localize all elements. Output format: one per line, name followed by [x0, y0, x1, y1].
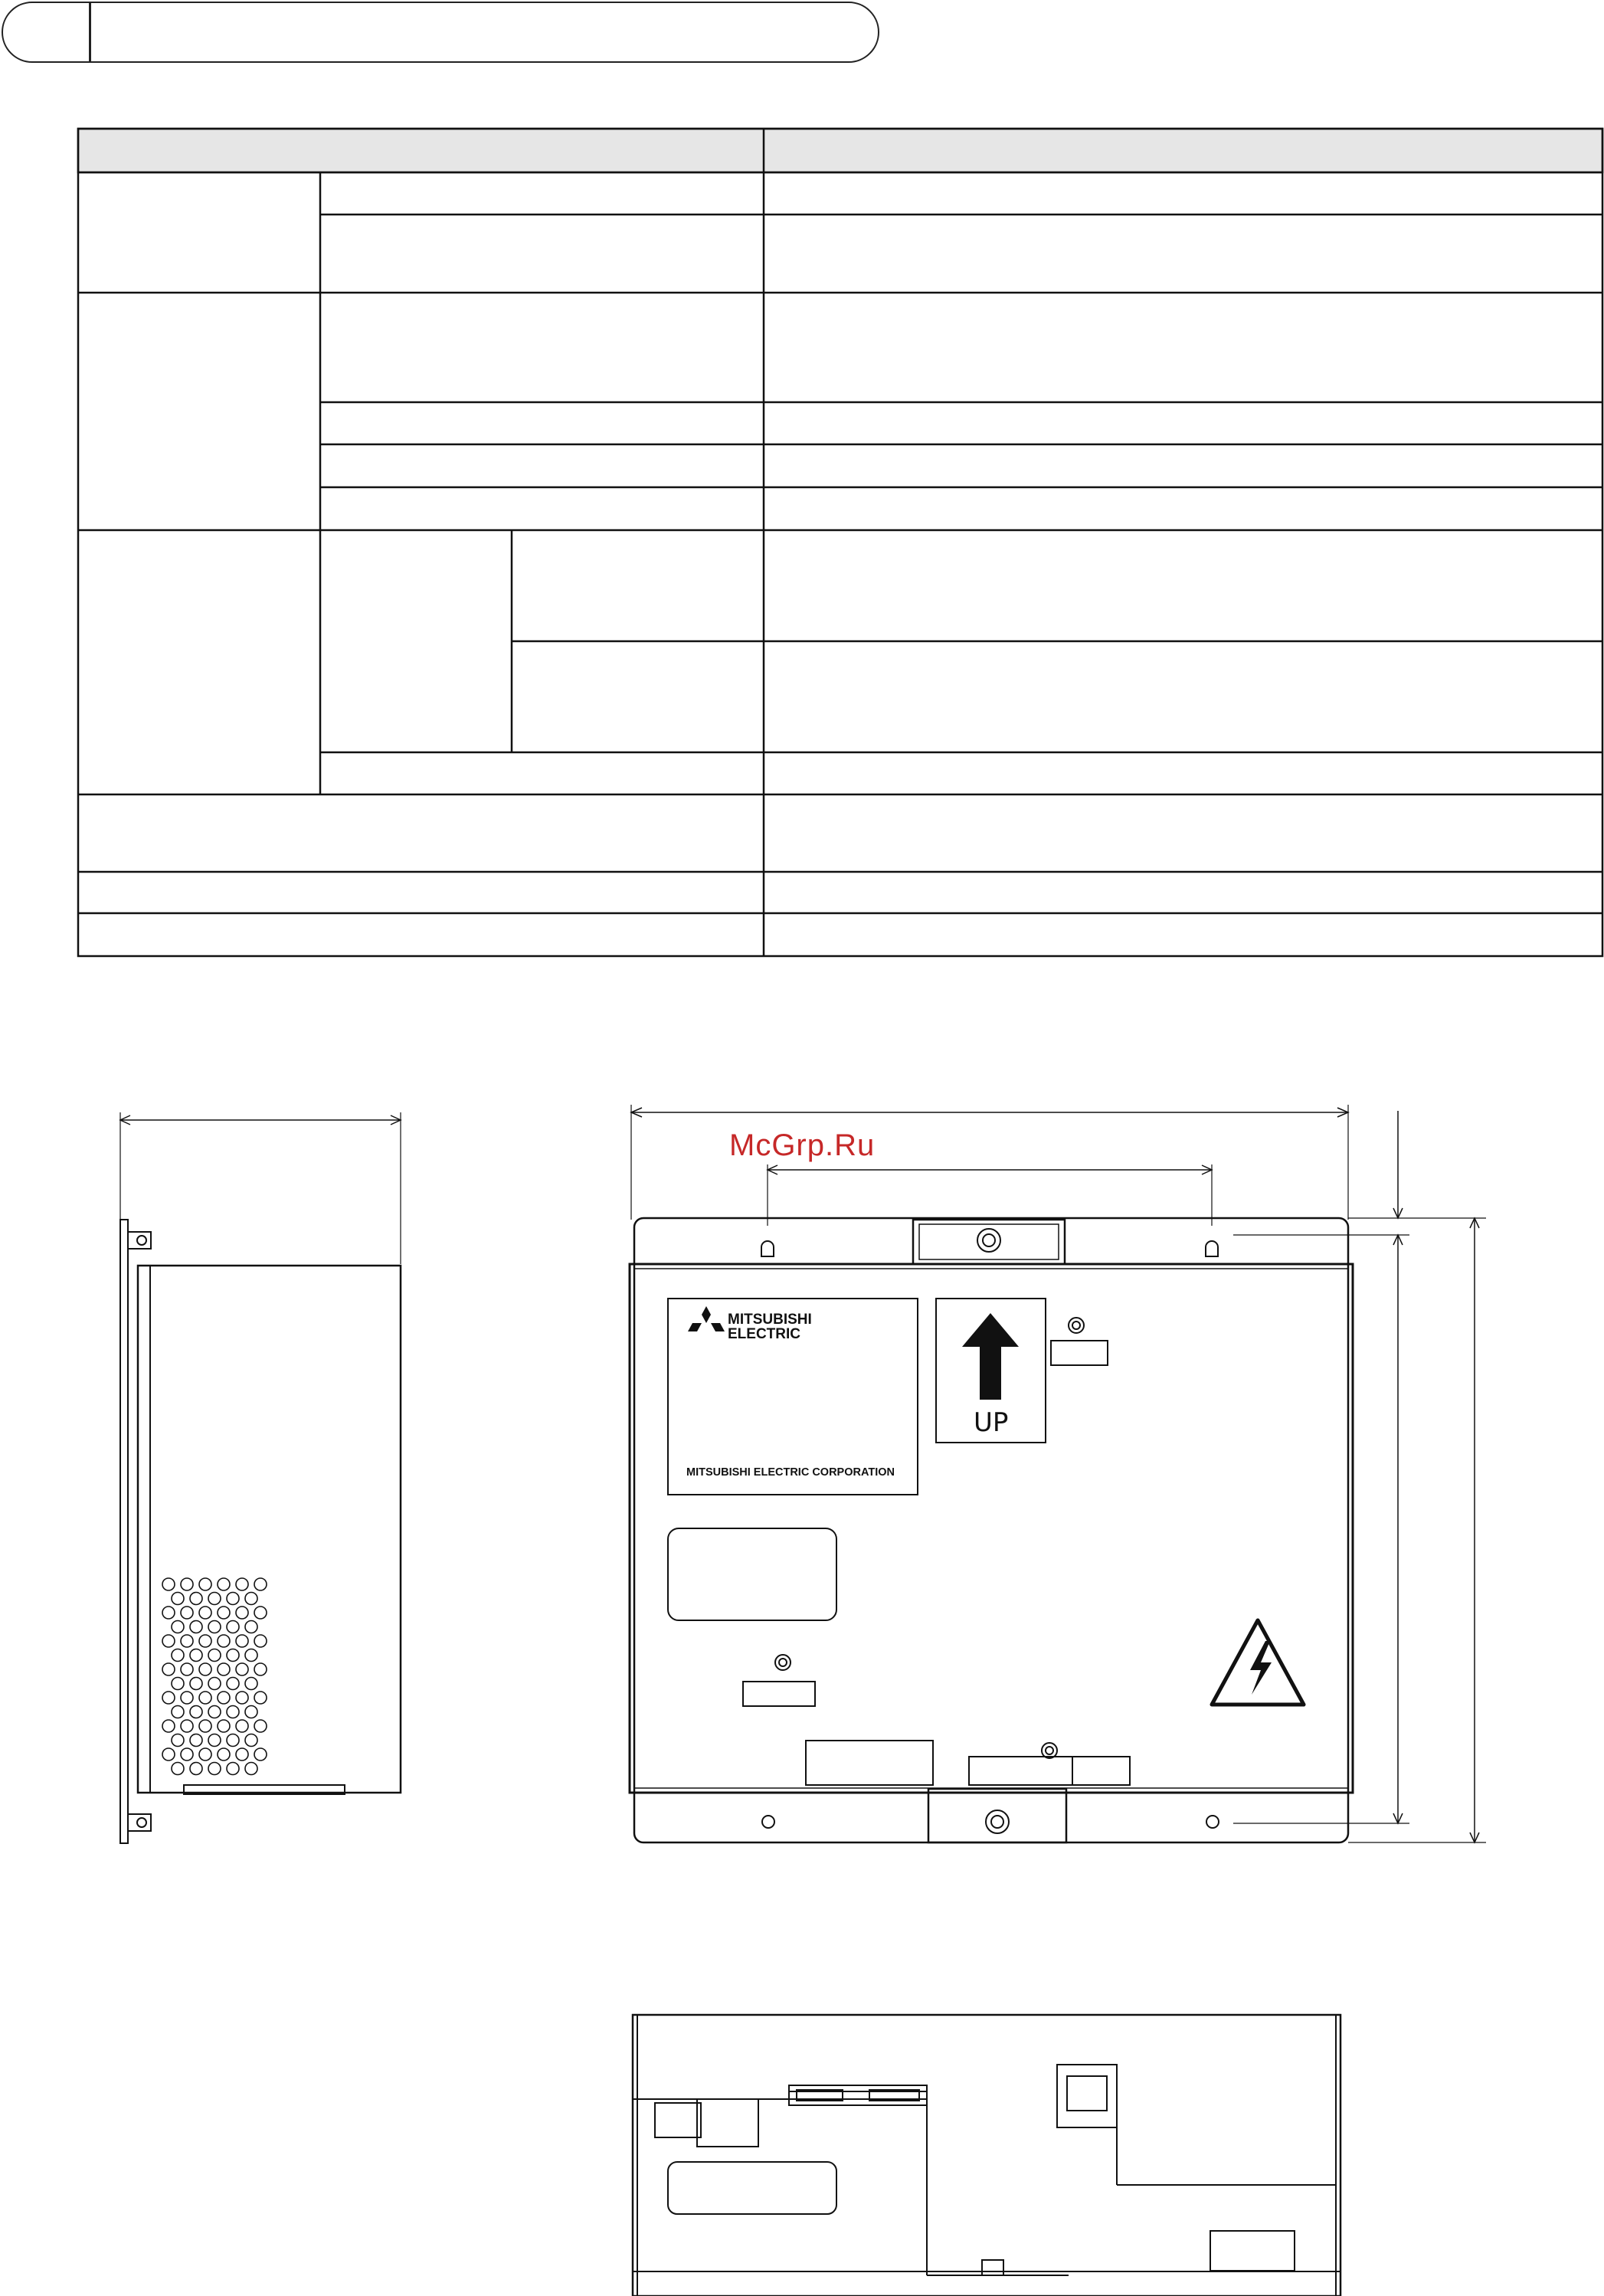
- brand-line1: MITSUBISHI: [728, 1312, 812, 1328]
- corporation-text: MITSUBISHI ELECTRIC CORPORATION: [686, 1466, 895, 1479]
- up-label: UP: [974, 1407, 1009, 1438]
- brand-line2: ELECTRIC: [728, 1326, 800, 1342]
- watermark-text: McGrp.Ru: [729, 1128, 876, 1162]
